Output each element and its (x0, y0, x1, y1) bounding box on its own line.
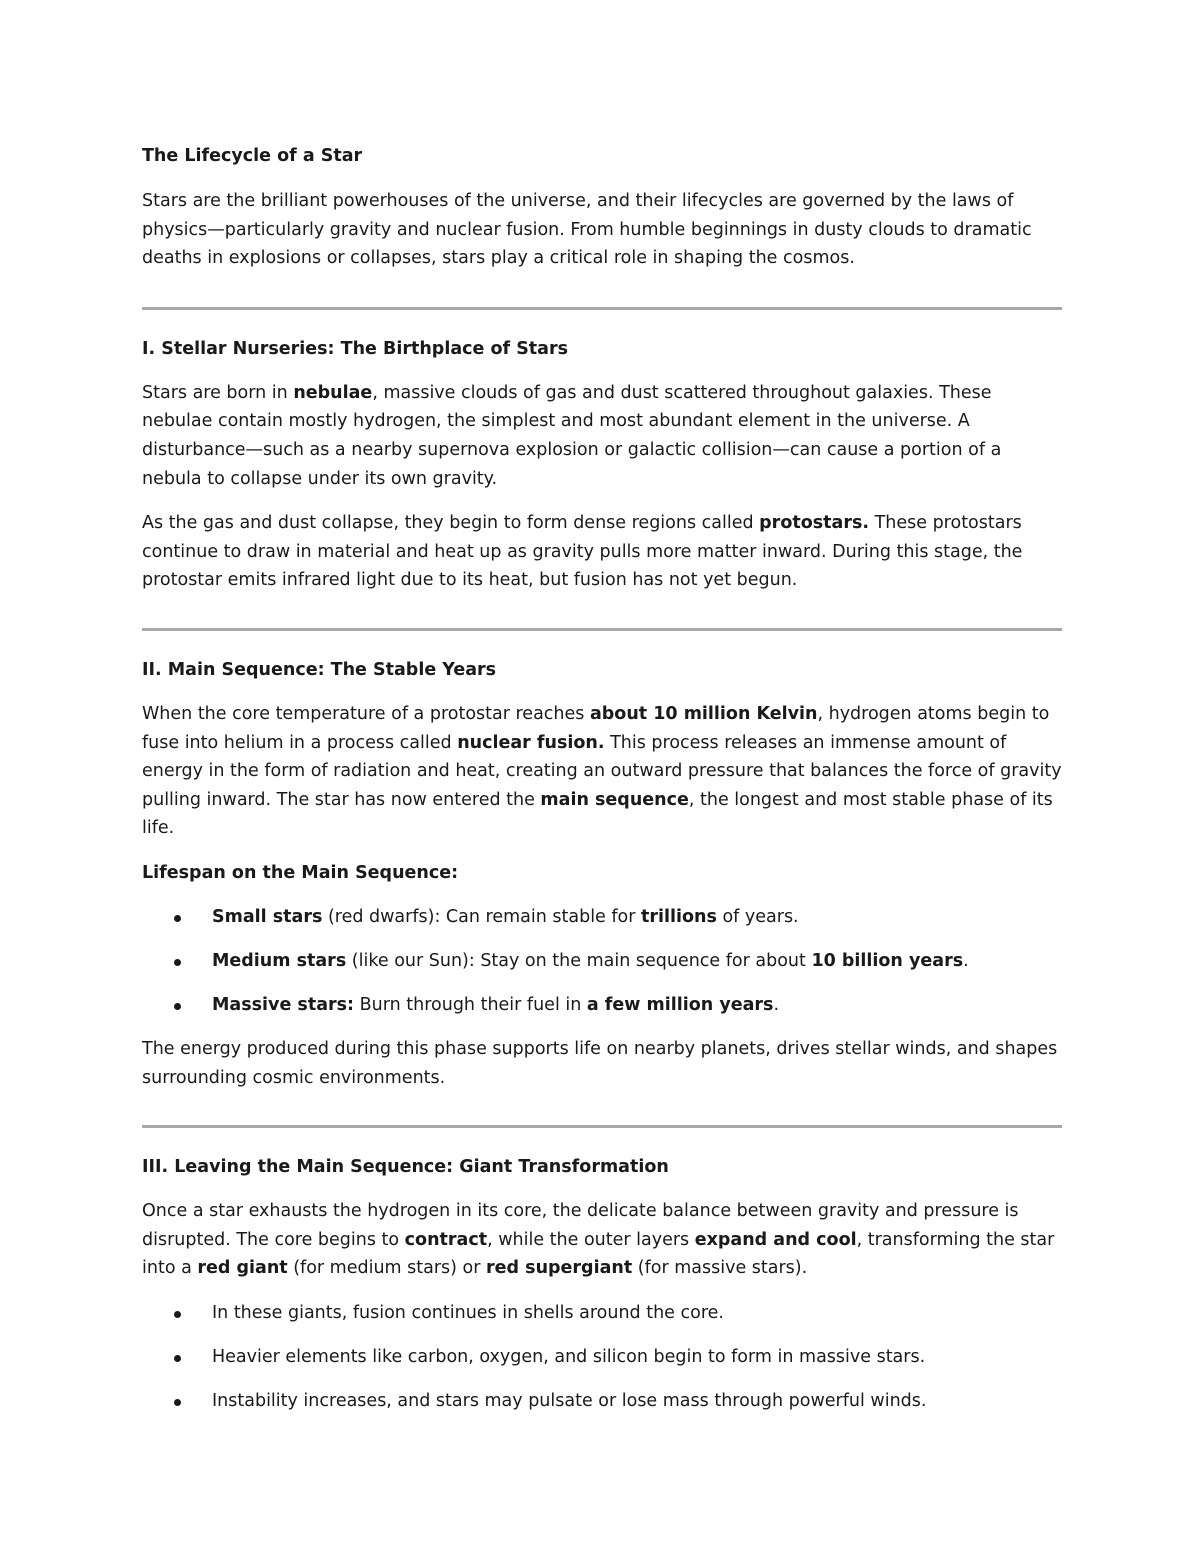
section-2-heading: II. Main Sequence: The Stable Years (142, 659, 497, 680)
text-run: (red dwarfs): Can remain stable for (322, 906, 642, 927)
bold-text: a few million years (586, 994, 774, 1015)
section-2-paragraph-1 (142, 700, 1062, 843)
intro-paragraph: Stars are the brilliant powerhouses of the universe, and their lifecycles are governed by the laws of physics—particularly gravity and nuclear fusion. From humble beginnings in dusty clouds to dramatic deaths in explosions or collapses, stars play a critical role in shaping the cosmos. (142, 191, 1032, 269)
text-run: of years. (716, 906, 799, 927)
text-run: , while the outer layers (487, 1229, 695, 1250)
section-2-paragraph-2 (142, 1035, 1062, 1092)
bold-text: Massive stars: (212, 994, 355, 1015)
bold-text: nuclear fusion. (457, 732, 605, 753)
text-run: Instability increases, and stars may pulsate or lose mass through powerful winds. (212, 1390, 927, 1411)
section-divider (142, 307, 1062, 310)
bullet-icon (174, 915, 181, 922)
text-run: Burn through their fuel in (354, 994, 587, 1015)
text-run: These protostars continue to draw in material and heat up as gravity pulls more matter inward. During this stage, the protostar emits infrared light due to its heat, but fusion has not yet begun. (142, 513, 1023, 591)
bullet-icon (174, 959, 181, 966)
lifespan-heading: Lifespan on the Main Sequence: (142, 862, 459, 883)
bullet-icon (174, 1311, 181, 1318)
section-1-heading: I. Stellar Nurseries: The Birthplace of Stars (142, 338, 569, 359)
list-item (142, 947, 1062, 975)
text-run: When the core temperature of a protostar reaches (142, 703, 590, 724)
lifespan-list (142, 903, 1062, 1019)
text-run: . (773, 994, 780, 1015)
document-title: The Lifecycle of a Star (142, 146, 363, 166)
text-run: (like our Sun): Stay on the main sequence for about (346, 950, 812, 971)
text-run: , massive clouds of gas and dust scattered throughout galaxies. These nebulae contain mostly hydrogen, the simplest and most abundant element in the universe. A disturbance—such as a nearby supernova explosion or galactic collision—can cause a portion of a nebula to collapse under its own gravity. (142, 382, 1002, 489)
list-item (142, 1387, 1062, 1415)
bold-text: contract (404, 1229, 488, 1250)
bold-text: main sequence (540, 789, 689, 810)
text-run: , transforming the star into a (142, 1229, 1055, 1279)
text-run: Heavier elements like carbon, oxygen, and silicon begin to form in massive stars. (212, 1346, 926, 1367)
section-3-paragraph-1 (142, 1197, 1062, 1283)
text-run: (for massive stars). (632, 1258, 808, 1279)
text-run: Once a star exhausts the hydrogen in its core, the delicate balance between gravity and pressure is disrupted. The core begins to (142, 1201, 1019, 1250)
text-run: As the gas and dust collapse, they begin to form dense regions called (142, 513, 760, 534)
text-run: , hydrogen atoms begin to fuse into helium in a process called (142, 703, 1050, 753)
text-run: This process releases an immense amount of energy in the form of radiation and heat, creating an outward pressure that balances the force of gravity pulling inward. The star has now entered the (142, 732, 1062, 810)
list-item (142, 1343, 1062, 1371)
document-page (142, 140, 1062, 1415)
bullet-icon (174, 1399, 181, 1406)
bold-text: red giant (197, 1258, 288, 1279)
section-3-heading: III. Leaving the Main Sequence: Giant Transformation (142, 1157, 669, 1178)
bold-text: Small stars (212, 906, 323, 927)
bold-text: Medium stars (212, 950, 347, 971)
giant-facts-list (142, 1299, 1062, 1415)
text-run: (for medium stars) or (287, 1258, 487, 1279)
bold-text: 10 billion years (811, 950, 964, 971)
text-run: The energy produced during this phase supports life on nearby planets, drives stellar winds, and shapes surrounding cosmic environments. (142, 1038, 1058, 1088)
bold-text: red supergiant (486, 1258, 633, 1279)
bullet-icon (174, 1355, 181, 1362)
list-item (142, 991, 1062, 1019)
section-1-paragraph-2 (142, 509, 1062, 595)
text-run: , the longest and most stable phase of its life. (142, 789, 1053, 839)
bold-text: protostars. (759, 513, 870, 534)
bold-text: trillions (641, 906, 717, 927)
section-divider (142, 628, 1062, 631)
text-run: . (963, 950, 969, 971)
list-item (142, 1299, 1062, 1327)
section-divider (142, 1125, 1062, 1128)
bullet-icon (174, 1003, 181, 1010)
list-item (142, 903, 1062, 931)
bold-text: about 10 million Kelvin (589, 703, 818, 724)
section-1-paragraph-1 (142, 379, 1062, 493)
bold-text: nebulae (293, 382, 373, 403)
text-run: Stars are born in (142, 382, 294, 403)
text-run: In these giants, fusion continues in shells around the core. (212, 1302, 724, 1323)
bold-text: expand and cool (694, 1229, 857, 1250)
